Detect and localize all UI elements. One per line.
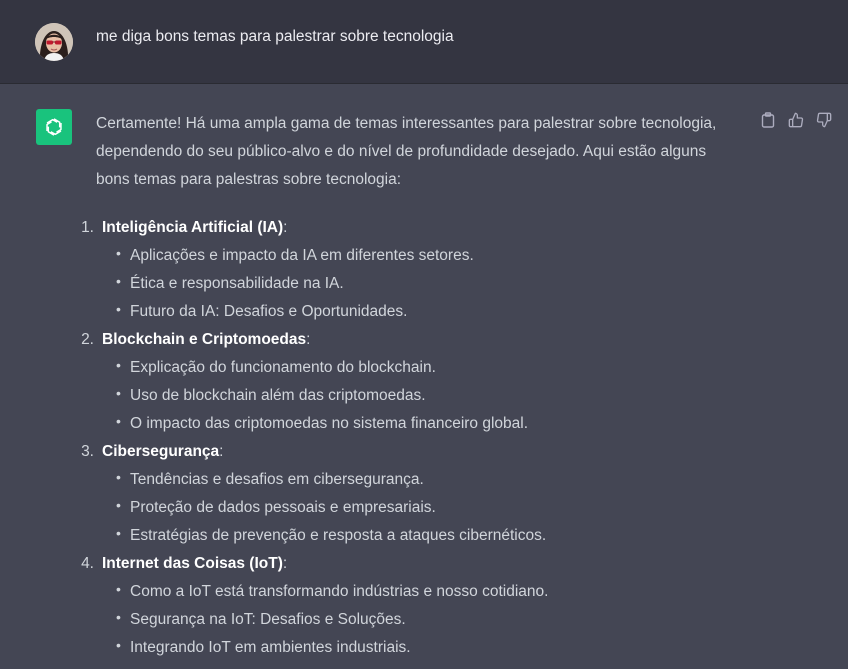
user-message-text: me diga bons temas para palestrar sobre tecnologia xyxy=(96,28,454,45)
user-message-row xyxy=(0,0,848,84)
topic-heading xyxy=(102,326,736,354)
topic-subitem-text: Ética e responsabilidade na IA. xyxy=(130,275,344,292)
bullet-icon: • xyxy=(116,245,121,261)
topic-subitems xyxy=(102,466,736,550)
bullet-icon: • xyxy=(116,581,121,597)
topic-subitem xyxy=(116,270,736,298)
assistant-message-row xyxy=(0,84,848,669)
bullet-icon: • xyxy=(116,525,121,541)
topic-title-suffix: : xyxy=(219,443,224,460)
bullet-icon: • xyxy=(116,609,121,625)
topic-subitem xyxy=(116,242,736,270)
topic-subitem xyxy=(116,354,736,382)
bullet-icon: • xyxy=(116,497,121,513)
topic-subitem-text: Futuro da IA: Desafios e Oportunidades. xyxy=(130,303,408,320)
thumbs-down-button[interactable] xyxy=(816,112,832,128)
topic-subitems xyxy=(102,242,736,326)
user-avatar xyxy=(35,23,73,61)
topic-subitem xyxy=(116,298,736,326)
bullet-icon: • xyxy=(116,273,121,289)
topic-title-suffix: : xyxy=(283,219,288,236)
avatar-image xyxy=(35,23,73,61)
assistant-answer xyxy=(81,110,736,662)
topic-subitem xyxy=(116,466,736,494)
topic-subitem xyxy=(116,634,736,662)
topic-heading xyxy=(102,438,736,466)
thumbs-up-icon xyxy=(788,112,804,128)
topic-title: Inteligência Artificial (IA) xyxy=(102,219,284,236)
topic-heading xyxy=(102,214,736,242)
topic-subitem xyxy=(116,382,736,410)
topic-subitem xyxy=(116,578,736,606)
topic-subitem xyxy=(116,606,736,634)
message-actions xyxy=(760,112,832,128)
topic-subitem-text: Estratégias de prevenção e resposta a ataques cibernéticos. xyxy=(130,527,547,544)
bullet-icon: • xyxy=(116,413,121,429)
topic-item xyxy=(81,214,736,326)
topic-subitem-text: Integrando IoT em ambientes industriais. xyxy=(130,639,411,656)
bullet-icon: • xyxy=(116,301,121,317)
copy-button[interactable] xyxy=(760,112,776,128)
bullet-icon: • xyxy=(116,357,121,373)
topic-subitem-text: Segurança na IoT: Desafios e Soluções. xyxy=(130,611,406,628)
topic-heading xyxy=(102,550,736,578)
topic-subitems xyxy=(102,578,736,662)
topic-item xyxy=(81,550,736,662)
topic-subitem xyxy=(116,494,736,522)
bullet-icon: • xyxy=(116,637,121,653)
topic-subitem-text: Aplicações e impacto da IA em diferentes setores. xyxy=(130,247,474,264)
bullet-icon: • xyxy=(116,385,121,401)
topic-subitem-text: Tendências e desafios em cibersegurança. xyxy=(130,471,424,488)
topic-subitem xyxy=(116,410,736,438)
topic-number: 2. xyxy=(81,331,94,348)
answer-intro: Certamente! Há uma ampla gama de temas interessantes para palestrar sobre tecnologia, dependendo do seu público-alvo e do nível de profundidade desejado. Aqui estão alguns bons temas para palestras sobre tecnologia: xyxy=(96,115,717,188)
openai-logo-icon xyxy=(36,109,72,145)
thumbs-down-icon xyxy=(816,112,832,128)
topic-subitem-text: O impacto das criptomoedas no sistema financeiro global. xyxy=(130,415,529,432)
topic-item xyxy=(81,326,736,438)
topic-number: 3. xyxy=(81,443,94,460)
topic-item xyxy=(81,438,736,550)
topic-subitem-text: Proteção de dados pessoais e empresariais. xyxy=(130,499,436,516)
topic-title-suffix: : xyxy=(282,555,288,572)
topic-subitems xyxy=(102,354,736,438)
topics-list xyxy=(81,214,736,662)
topic-subitem xyxy=(116,522,736,550)
bullet-icon: • xyxy=(116,469,121,485)
topic-title: Internet das Coisas (IoT) xyxy=(102,555,283,572)
topic-subitem-text: Uso de blockchain além das criptomoedas. xyxy=(130,387,426,404)
topic-subitem-text: Explicação do funcionamento do blockchain. xyxy=(130,359,436,376)
topic-number: 1. xyxy=(81,219,94,236)
topic-title: Blockchain e Criptomoedas xyxy=(102,331,307,348)
clipboard-icon xyxy=(761,112,775,128)
topic-title-suffix: : xyxy=(306,331,311,348)
topic-number: 4. xyxy=(81,555,94,572)
topic-title: Cibersegurança xyxy=(102,443,220,460)
thumbs-up-button[interactable] xyxy=(788,112,804,128)
topic-subitem-text: Como a IoT está transformando indústrias e nosso cotidiano. xyxy=(130,583,549,600)
